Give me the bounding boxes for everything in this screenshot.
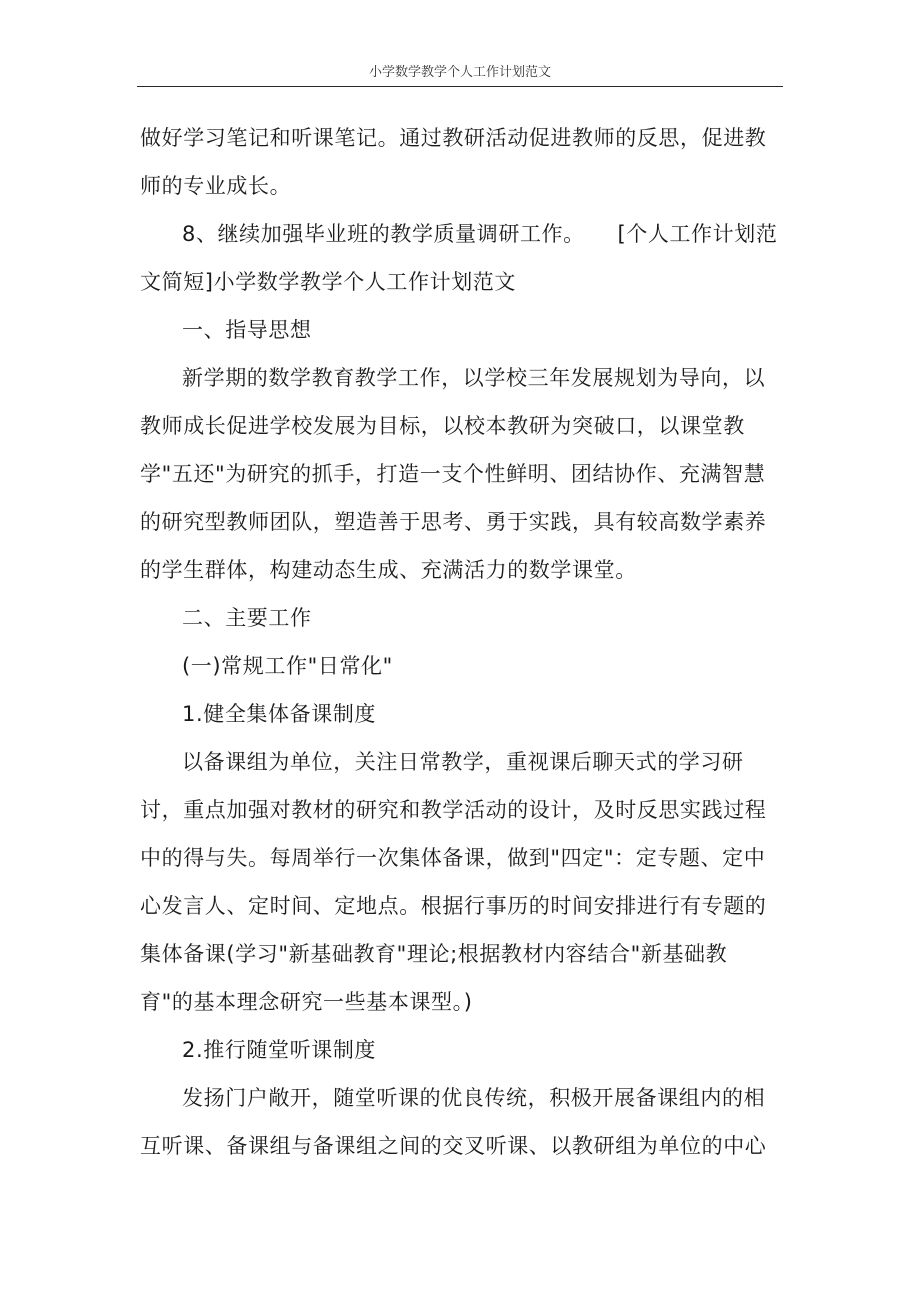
- paragraph: 发扬门户敞开，随堂听课的优良传统，积极开展备课组内的相互听课、备课组与备课组之间的交叉听课、以教研组为单位的中心: [140, 1086, 767, 1158]
- paragraph: 做好学习笔记和听课笔记。通过教研活动促进教师的反思，促进教师的专业成长。: [140, 126, 767, 198]
- document-body: [140, 114, 780, 1170]
- subsection-heading: (一)常规工作"日常化": [182, 654, 393, 678]
- paragraph: 8、继续加强毕业班的教学质量调研工作。 [个人工作计划范文简短]小学数学教学个人工作计划范文: [140, 222, 778, 294]
- paragraph: 以备课组为单位，关注日常教学，重视课后聊天式的学习研讨，重点加强对教材的研究和教学活动的设计，及时反思实践过程中的得与失。每周举行一次集体备课，做到"四定"：定专题、定中心发言人、定时间、定地点。根据行事历的时间安排进行有专题的集体备课(学习"新基础教育"理论;根据教材内容结合"新基础教育"的基本理念研究一些基本课型。): [140, 750, 767, 1014]
- section-heading: 二、主要工作: [182, 606, 312, 630]
- running-header: 小学数学教学个人工作计划范文: [137, 60, 783, 87]
- item-heading: 1.健全集体备课制度: [182, 702, 377, 726]
- section-heading: 一、指导思想: [182, 318, 312, 342]
- item-heading: 2.推行随堂听课制度: [182, 1038, 377, 1062]
- paragraph: 新学期的数学教育教学工作，以学校三年发展规划为导向，以教师成长促进学校发展为目标，以校本教研为突破口，以课堂教学"五还"为研究的抓手，打造一支个性鲜明、团结协作、充满智慧的研究型教师团队，塑造善于思考、勇于实践，具有较高数学素养的学生群体，构建动态生成、充满活力的数学课堂。: [140, 366, 767, 582]
